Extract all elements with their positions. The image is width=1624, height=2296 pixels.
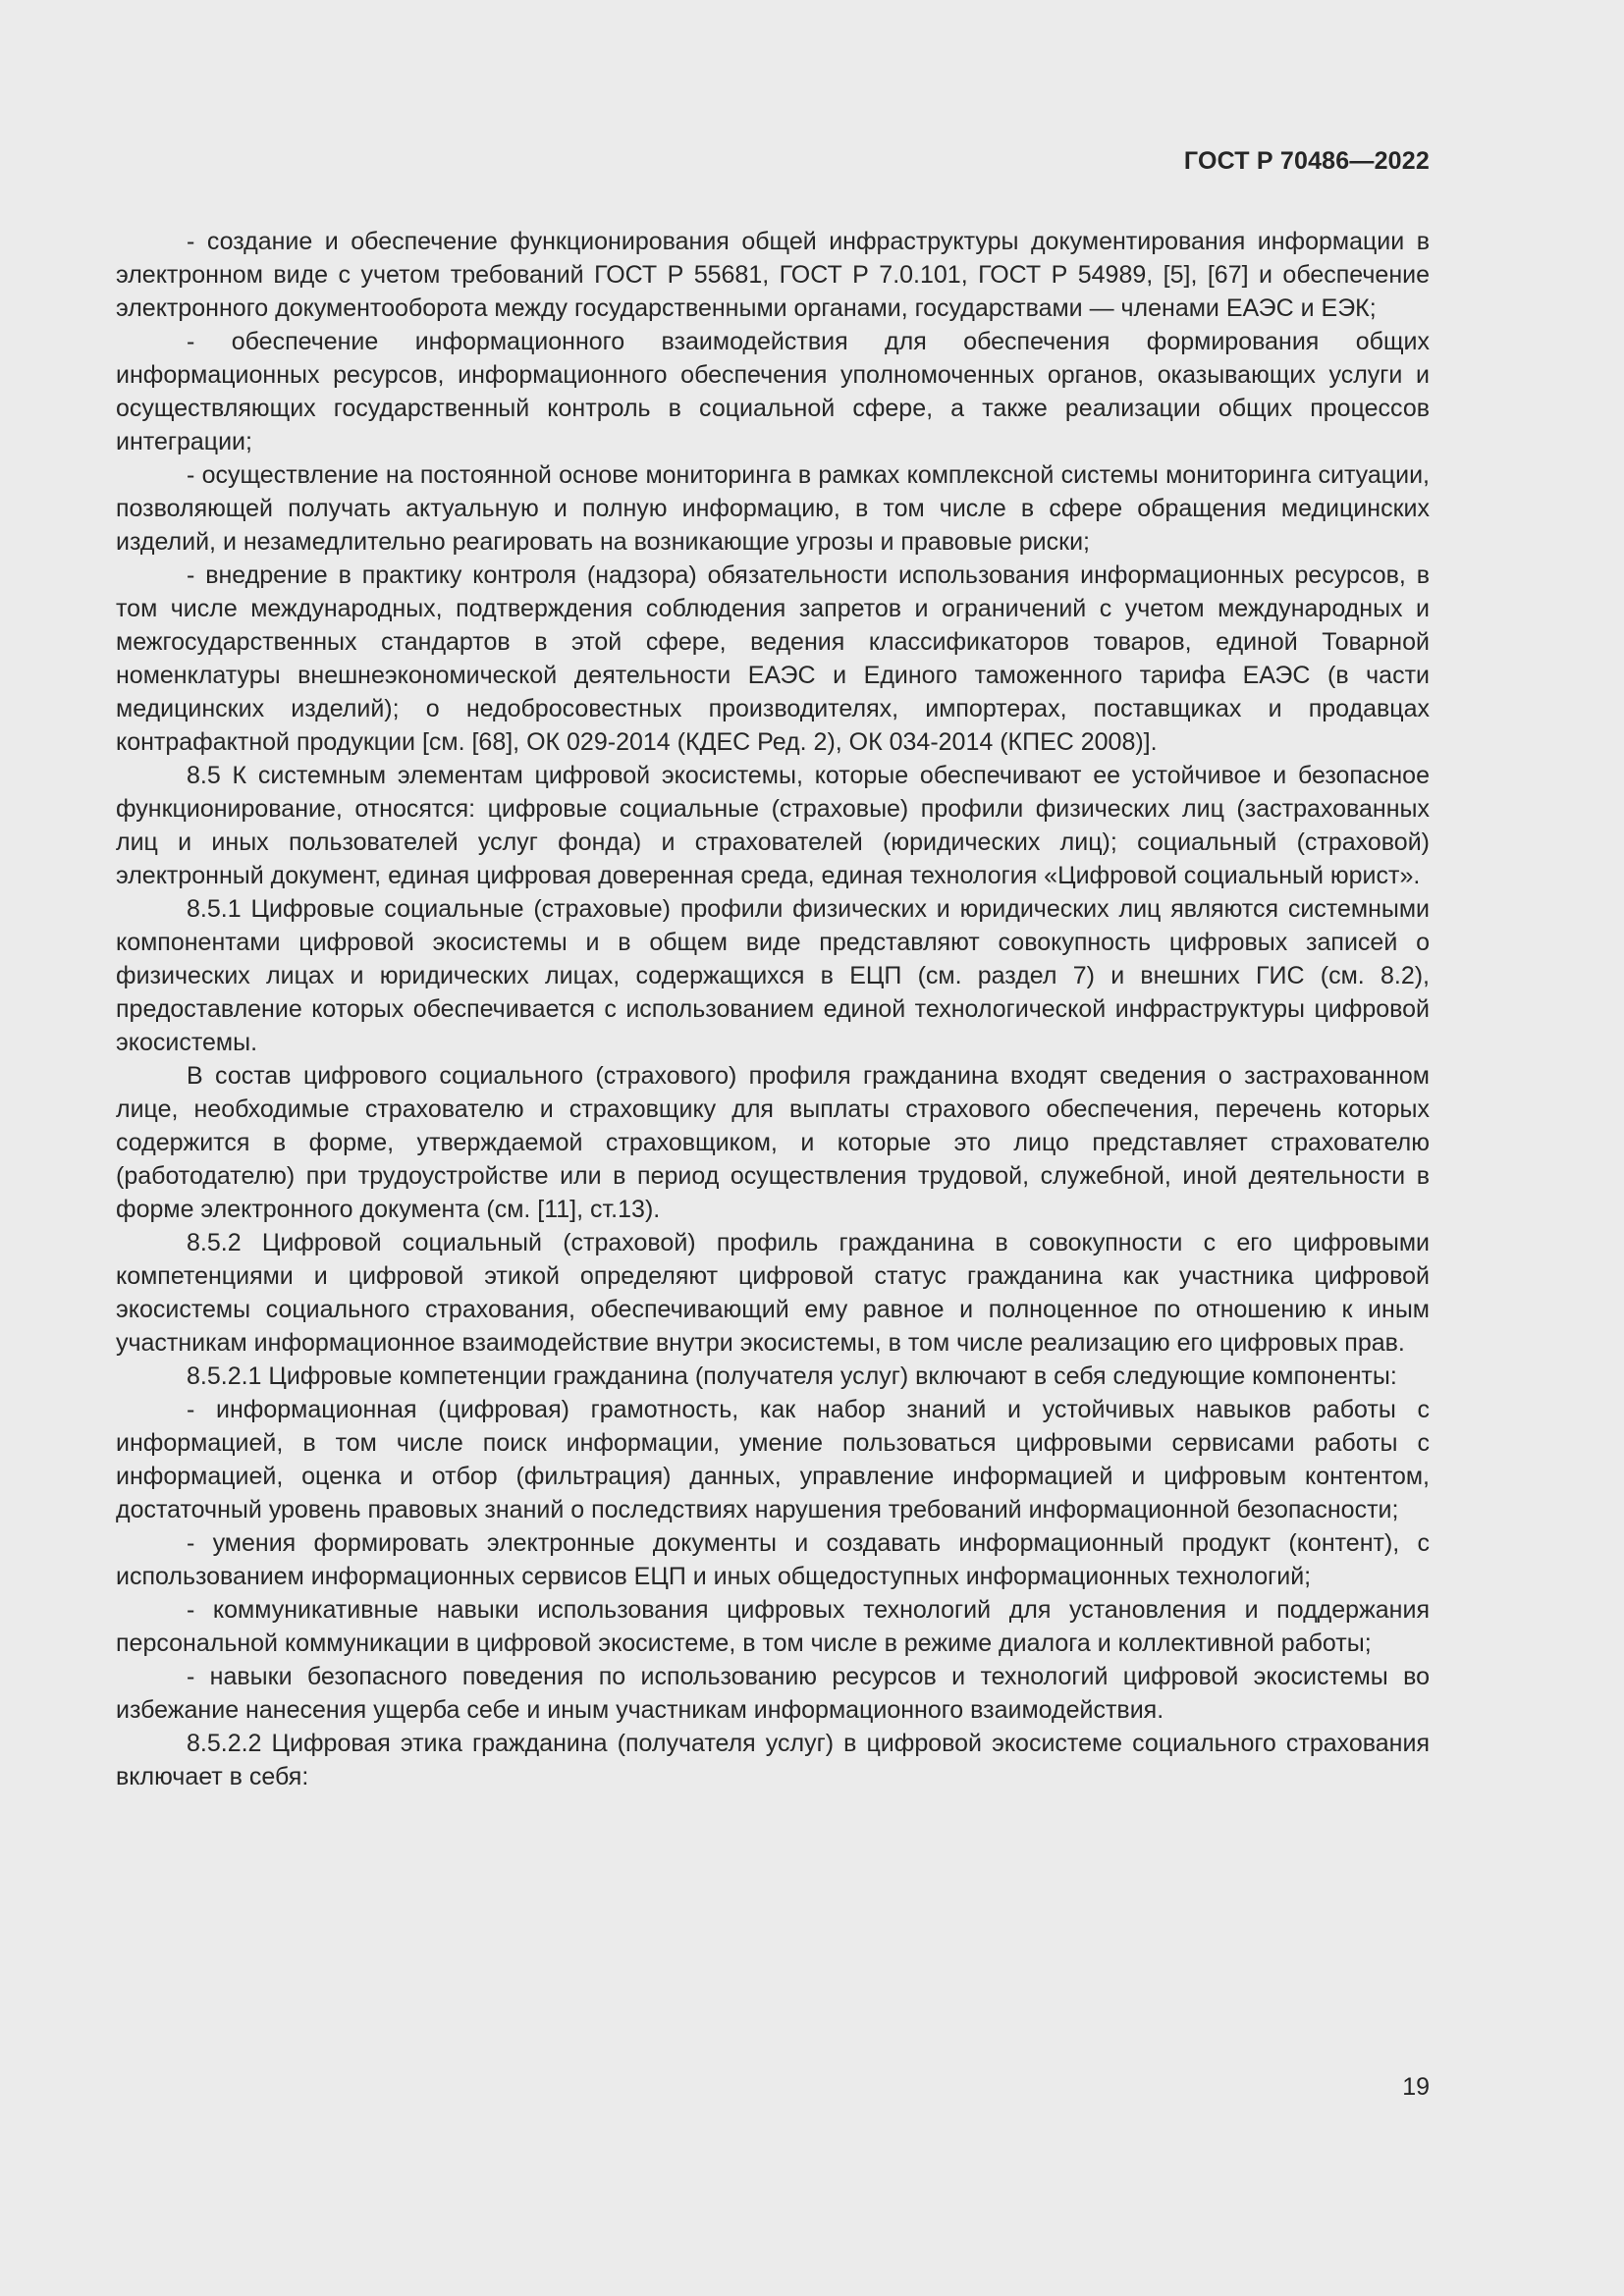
- paragraph: 8.5 К системным элементам цифровой экосистемы, которые обеспечивают ее устойчивое и безопасное функционирование, относятся: цифровые социальные (страховые) профили физических лиц (застрахованных лиц и иных пользователей услуг фонда) и страхователей (юридических лиц); социальный (страховой) электронный документ, единая цифровая доверенная среда, единая технология «Цифровой социальный юрист».: [116, 762, 1430, 889]
- paragraph: - информационная (цифровая) грамотность, как набор знаний и устойчивых навыков работы с информацией, в том числе поиск информации, умение пользоваться цифровыми сервисами работы с информацией, оценка и отбор (фильтрация) данных, управление информацией и цифровым контентом, достаточный уровень правовых знаний о последствиях нарушения требований информационной безопасности;: [116, 1396, 1430, 1523]
- paragraph: 8.5.2.2 Цифровая этика гражданина (получателя услуг) в цифровой экосистеме социального страхования включает в себя:: [116, 1730, 1430, 1790]
- paragraph: 8.5.2 Цифровой социальный (страховой) профиль гражданина в совокупности с его цифровыми компетенциями и цифровой этикой определяют цифровой статус гражданина как участника цифровой экосистемы социального страхования, обеспечивающий ему равное и полноценное по отношению к иным участникам информационное взаимодействие внутри экосистемы, в том числе реализацию его цифровых прав.: [116, 1229, 1430, 1357]
- paragraph: - навыки безопасного поведения по использованию ресурсов и технологий цифровой экосистемы во избежание нанесения ущерба себе и иным участникам информационного взаимодействия.: [116, 1663, 1430, 1724]
- paragraph: В состав цифрового социального (страхового) профиля гражданина входят сведения о застрахованном лице, необходимые страхователю и страховщику для выплаты страхового обеспечения, перечень которых содержится в форме, утверждаемой страховщиком, и которые это лицо представляет страхователю (работодателю) при трудоустройстве или в период осуществления трудовой, служебной, иной деятельности в форме электронного документа (см. [11], ст.13).: [116, 1062, 1430, 1223]
- paragraph: 8.5.1 Цифровые социальные (страховые) профили физических и юридических лиц являются системными компонентами цифровой экосистемы и в общем виде представляют совокупность цифровых записей о физических лицах и юридических лицах, содержащихся в ЕЦП (см. раздел 7) и внешних ГИС (см. 8.2), предоставление которых обеспечивается с использованием единой технологической инфраструктуры цифровой экосистемы.: [116, 895, 1430, 1056]
- paragraph: - коммуникативные навыки использования цифровых технологий для установления и поддержания персональной коммуникации в цифровой экосистеме, в том числе в режиме диалога и коллективной работы;: [116, 1596, 1430, 1657]
- document-header: ГОСТ Р 70486—2022: [1183, 147, 1430, 175]
- page-number: 19: [1402, 2073, 1430, 2101]
- paragraph: - осуществление на постоянной основе мониторинга в рамках комплексной системы мониторинга ситуации, позволяющей получать актуальную и полную информацию, в том числе в сфере обращения медицинских изделий, и незамедлительно реагировать на возникающие угрозы и правовые риски;: [116, 461, 1430, 556]
- paragraph: - внедрение в практику контроля (надзора) обязательности использования информационных ресурсов, в том числе международных, подтверждения соблюдения запретов и ограничений с учетом международных и межгосударственных стандартов в этой сфере, ведения классификаторов товаров, единой Товарной номенклатуры внешнеэкономической деятельности ЕАЭС и Единого таможенного тарифа ЕАЭС (в части медицинских изделий); о недобросовестных производителях, импортерах, поставщиках и продавцах контрафактной продукции [см. [68], ОК 029-2014 (КДЕС Ред. 2), ОК 034-2014 (КПЕС 2008)].: [116, 561, 1430, 756]
- paragraph: - умения формировать электронные документы и создавать информационный продукт (контент), с использованием информационных сервисов ЕЦП и иных общедоступных информационных технологий;: [116, 1529, 1430, 1590]
- paragraph: 8.5.2.1 Цифровые компетенции гражданина (получателя услуг) включают в себя следующие компоненты:: [187, 1362, 1397, 1390]
- paragraph: - обеспечение информационного взаимодействия для обеспечения формирования общих информационных ресурсов, информационного обеспечения уполномоченных органов, оказывающих услуги и осуществляющих государственный контроль в социальной сфере, а также реализации общих процессов интеграции;: [116, 328, 1430, 455]
- document-body: [116, 225, 1430, 1793]
- paragraph: - создание и обеспечение функционирования общей инфраструктуры документирования информации в электронном виде с учетом требований ГОСТ Р 55681, ГОСТ Р 7.0.101, ГОСТ Р 54989, [5], [67] и обеспечение электронного документооборота между государственными органами, государствами — членами ЕАЭС и ЕЭК;: [116, 228, 1430, 322]
